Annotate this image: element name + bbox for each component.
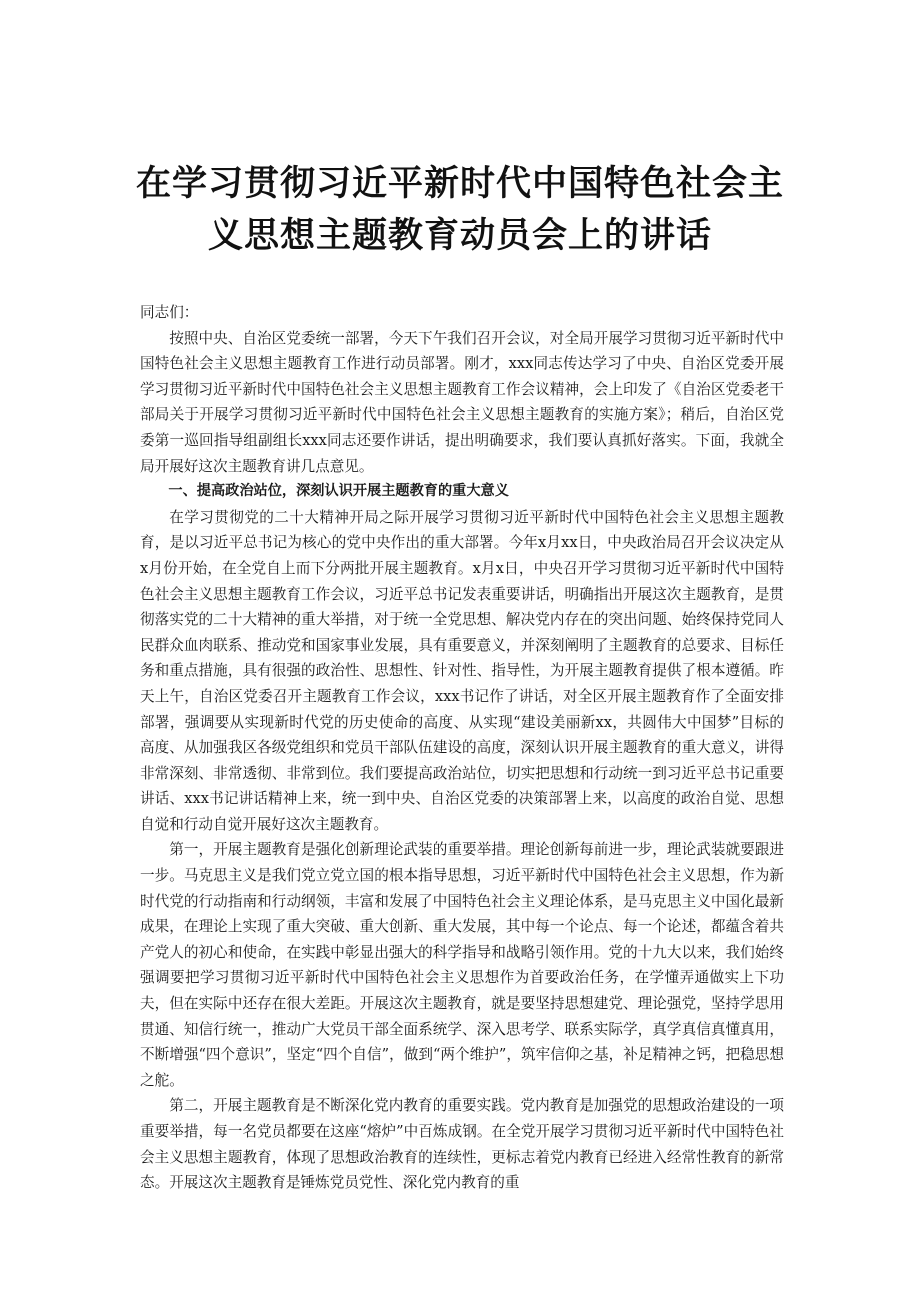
document-body [140, 300, 784, 1196]
salutation: 同志们： [140, 304, 199, 321]
document-title [120, 158, 800, 262]
title-line-1: 在学习贯彻习近平新时代中国特色社会主 [135, 164, 784, 204]
title-line-2: 义思想主题教育动员会上的讲话 [207, 216, 712, 256]
paragraph-intro: 按照中央、自治区党委统一部署，今天下午我们召开会议，对全局开展学习贯彻习近平新时代中国特色社会主义思想主题教育工作进行动员部署。刚才，xxx同志传达学习了中央、自治区党委开展学习贯彻习近平新时代中国特色社会主义思想主题教育工作会议精神，会上印发了《自治区党委老干部局关于开展学习贯彻习近平新时代中国特色社会主义思想主题教育的实施方案》；稍后，自治区党委第一巡回指导组副组长xxx同志还要作讲话，提出明确要求，我们要认真抓好落实。下面，我就全局开展好这次主题教育讲几点意见。 [140, 329, 784, 475]
paragraph-section-1: 在学习贯彻党的二十大精神开局之际开展学习贯彻习近平新时代中国特色社会主义思想主题教育，是以习近平总书记为核心的党中央作出的重大部署。今年x月xx日，中央政治局召开会议决定从x月份开始，在全党自上而下分两批开展主题教育。x月x日，中央召开学习贯彻习近平新时代中国特色社会主义思想主题教育工作会议，习近平总书记发表重要讲话，明确指出开展这次主题教育，是贯彻落实党的二十大精神的重大举措，对于统一全党思想、解决党内存在的突出问题、始终保持党同人民群众血肉联系、推动党和国家事业发展，具有重要意义，并深刻阐明了主题教育的总要求、目标任务和重点措施，具有很强的政治性、思想性、针对性、指导性，为开展主题教育提供了根本遵循。昨天上午，自治区党委召开主题教育工作会议，xxx书记作了讲话，对全区开展主题教育作了全面安排部署，强调要从实现新时代党的历史使命的高度、从实现“建设美丽新xx，共圆伟大中国梦”目标的高度、从加强我区各级党组织和党员干部队伍建设的高度，深刻认识开展主题教育的重大意义，讲得非常深刻、非常透彻、非常到位。我们要提高政治站位，切实把思想和行动统一到习近平总书记重要讲话、xxx书记讲话精神上来，统一到中央、自治区党委的决策部署上来，以高度的政治自觉、思想自觉和行动自觉开展好这次主题教育。 [140, 508, 784, 833]
paragraph-point-1: 第一，开展主题教育是强化创新理论武装的重要举措。理论创新每前进一步，理论武装就要跟进一步。马克思主义是我们党立党立国的根本指导思想，习近平新时代中国特色社会主义思想，作为新时代党的行动指南和行动纲领，丰富和发展了中国特色社会主义理论体系，是马克思主义中国化最新成果，在理论上实现了重大突破、重大创新、重大发展，其中每一个论点、每一个论述，都蕴含着共产党人的初心和使命，在实践中彰显出强大的科学指导和战略引领作用。党的十九大以来，我们始终强调要把学习贯彻习近平新时代中国特色社会主义思想作为首要政治任务，在学懂弄通做实上下功夫，但在实际中还存在很大差距。开展这次主题教育，就是要坚持思想建党、理论强党，坚持学思用贯通、知信行统一，推动广大党员干部全面系统学、深入思考学、联系实际学，真学真信真懂真用，不断增强“四个意识”，坚定“四个自信”，做到“两个维护”，筑牢信仰之基，补足精神之钙，把稳思想之舵。 [140, 841, 784, 1089]
paragraph-point-2: 第二，开展主题教育是不断深化党内教育的重要实践。党内教育是加强党的思想政治建设的一项重要举措，每一名党员都要在这座“熔炉”中百炼成钢。在全党开展学习贯彻习近平新时代中国特色社会主义思想主题教育，体现了思想政治教育的连续性，更标志着党内教育已经进入经常性教育的新常态。开展这次主题教育是锤炼党员党性、深化党内教育的重 [140, 1097, 784, 1192]
section-heading-1: 一、提高政治站位，深刻认识开展主题教育的重大意义 [168, 483, 509, 500]
